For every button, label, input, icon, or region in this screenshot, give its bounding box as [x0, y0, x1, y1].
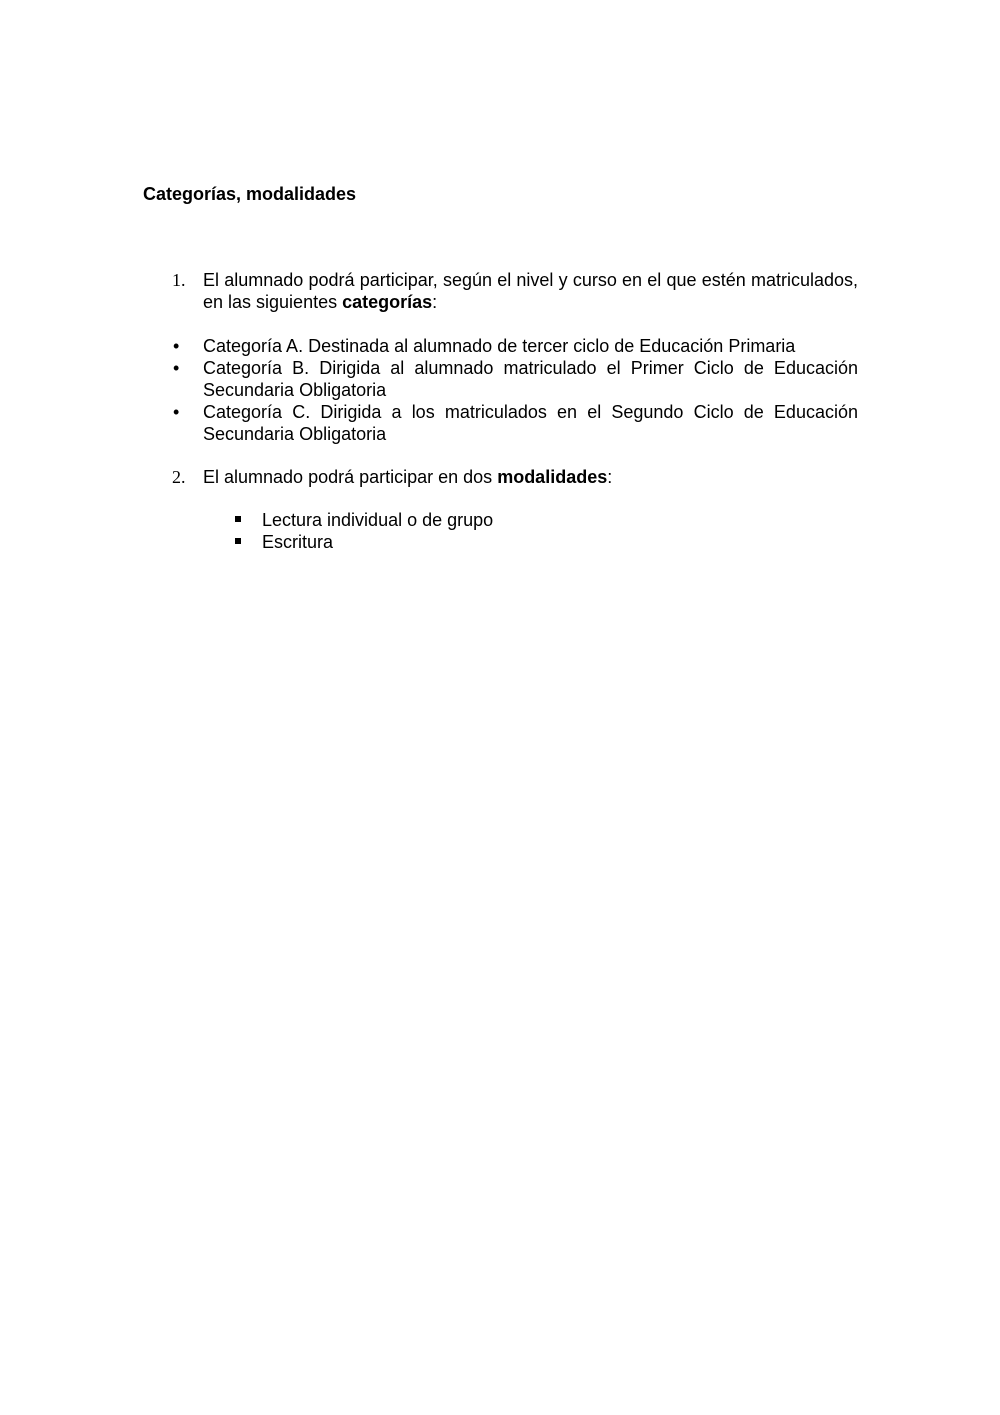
list-item-1-text-before: El alumnado podrá participar, según el nivel y curso en el que estén matriculados, en las siguientes — [203, 270, 858, 312]
category-item: Categoría A. Destinada al alumnado de tercer ciclo de Educación Primaria — [203, 336, 796, 356]
list-item-1-text-after: : — [432, 292, 438, 312]
bullet-icon: • — [173, 402, 180, 422]
section-heading: Categorías, modalidades — [143, 184, 357, 204]
list-item-2-text — [203, 466, 858, 488]
modality-item: Lectura individual o de grupo — [262, 510, 494, 530]
category-item: Categoría C. Dirigida a los matriculados en el Segundo Ciclo de Educación Secundaria Obligatoria — [203, 402, 858, 444]
list-item-1-text — [203, 269, 858, 313]
bullet-icon: • — [173, 336, 180, 356]
square-bullet-icon — [235, 516, 241, 522]
list-item-2-text-before: El alumnado podrá participar en dos — [203, 467, 498, 487]
bullet-icon: • — [173, 358, 180, 378]
list-item-2-text-after: : — [607, 467, 613, 487]
list-number-2: 2. — [172, 467, 186, 487]
square-bullet-icon — [235, 538, 241, 544]
list-item-1-bold: categorías — [342, 292, 433, 312]
category-item: Categoría B. Dirigida al alumnado matriculado el Primer Ciclo de Educación Secundaria Obligatoria — [203, 358, 858, 400]
modality-item: Escritura — [262, 532, 334, 552]
list-item-2-bold: modalidades — [497, 467, 608, 487]
list-number-1: 1. — [172, 270, 186, 290]
